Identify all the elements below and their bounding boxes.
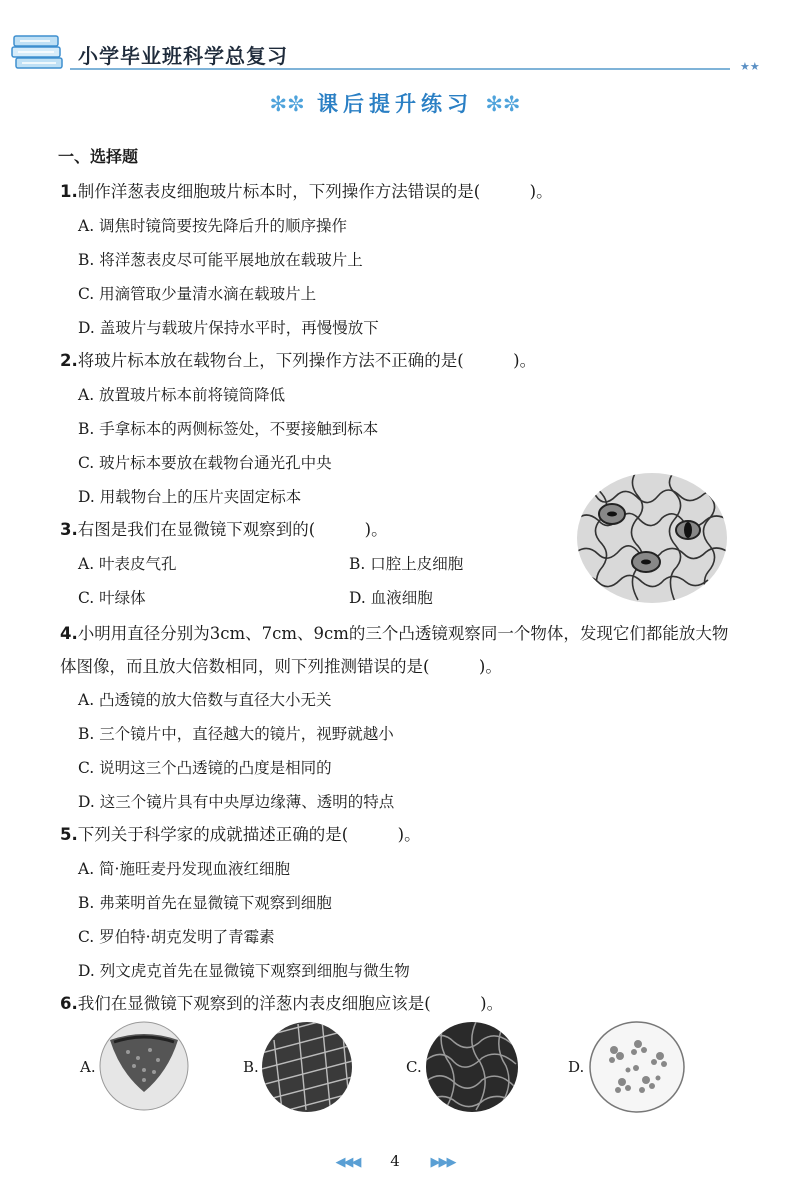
question-number: 3.: [60, 520, 78, 539]
option: B. 将洋葱表皮尽可能平展地放在载玻片上: [78, 251, 363, 269]
option: A. 调焦时镜筒要按先降后升的顺序操作: [78, 217, 348, 235]
option: D. 用载物台上的压片夹固定标本: [78, 488, 302, 506]
choice-label: A.: [80, 1058, 96, 1076]
page-number: 4: [390, 1152, 400, 1170]
choice-label: C.: [406, 1058, 422, 1076]
question-1: [60, 178, 553, 202]
tissue-micrograph: [424, 1020, 520, 1114]
option: C. 用滴管取少量清水滴在载玻片上: [78, 285, 317, 303]
option: D. 盖玻片与载玻片保持水平时，再慢慢放下: [78, 319, 379, 337]
right-arrows-icon: ▶▶▶: [430, 1155, 455, 1170]
option: D. 血液细胞: [349, 589, 433, 607]
question-text: 我们在显微镜下观察到的洋葱内表皮细胞应该是( )。: [77, 994, 504, 1013]
onion-root-tip-micrograph: [98, 1020, 190, 1112]
page-header: [0, 0, 790, 80]
header-stars: ★★: [740, 60, 760, 73]
question-2: [60, 347, 536, 371]
option: C. 玻片标本要放在载物台通光孔中央: [78, 454, 332, 472]
option: A. 放置玻片标本前将镜筒降低: [78, 386, 286, 404]
header-divider: [70, 68, 730, 70]
snowflake-deco-right-icon: ✻✼: [485, 92, 521, 116]
choice-label: B.: [243, 1058, 259, 1076]
left-arrows-icon: ◀◀◀: [335, 1155, 360, 1170]
section-title: [0, 88, 790, 118]
option: A. 凸透镜的放大倍数与直径大小无关: [78, 691, 332, 709]
option: B. 三个镜片中，直径越大的镜片，视野就越小: [78, 725, 394, 743]
option: A. 简·施旺麦丹发现血液红细胞: [78, 860, 290, 878]
page-footer: [0, 1152, 790, 1170]
option: D. 列文虎克首先在显微镜下观察到细胞与微生物: [78, 962, 410, 980]
question-number: 6.: [60, 994, 78, 1013]
question-5: [60, 821, 421, 845]
q6-image-choices: [0, 1020, 790, 1120]
book-stack-icon: [10, 30, 68, 72]
section-title-text: 课后提升练习: [317, 92, 473, 116]
choice-label: D.: [568, 1058, 585, 1076]
question-number: 1.: [60, 182, 78, 201]
option: A. 叶表皮气孔: [78, 555, 177, 573]
question-number: 4.: [60, 624, 78, 643]
option: D. 这三个镜片具有中央厚边缘薄、透明的特点: [78, 793, 395, 811]
option: B. 口腔上皮细胞: [349, 555, 464, 573]
question-number: 5.: [60, 825, 78, 844]
option: B. 弗莱明首先在显微镜下观察到细胞: [78, 894, 332, 912]
part-heading: 一、选择题: [58, 147, 139, 166]
book-title: 小学毕业班科学总复习: [78, 44, 288, 68]
option: C. 叶绿体: [78, 589, 146, 607]
question-6: [60, 990, 503, 1014]
cell-cluster-micrograph: [588, 1020, 686, 1114]
question-text: 小明用直径分别为3cm、7cm、9cm的三个凸透镜观察同一个物体，发现它们都能放大物体图像，而且放大倍数相同，则下列推测错误的是( )。: [60, 624, 729, 676]
snowflake-deco-left-icon: ✻✼: [269, 92, 305, 116]
option: B. 手拿标本的两侧标签处，不要接触到标本: [78, 420, 379, 438]
onion-epidermis-micrograph: [260, 1020, 354, 1114]
option: C. 罗伯特·胡克发明了青霉素: [78, 928, 275, 946]
question-text: 制作洋葱表皮细胞玻片标本时，下列操作方法错误的是( )。: [77, 182, 553, 201]
question-text: 将玻片标本放在载物台上，下列操作方法不正确的是( )。: [77, 351, 537, 370]
option: C. 说明这三个凸透镜的凸度是相同的: [78, 759, 332, 777]
question-text: 下列关于科学家的成就描述正确的是( )。: [77, 825, 421, 844]
question-number: 2.: [60, 351, 78, 370]
question-3: [60, 516, 388, 540]
question-text: 右图是我们在显微镜下观察到的( )。: [77, 520, 388, 539]
question-4: [60, 617, 740, 683]
leaf-stomata-micrograph: [576, 472, 728, 604]
